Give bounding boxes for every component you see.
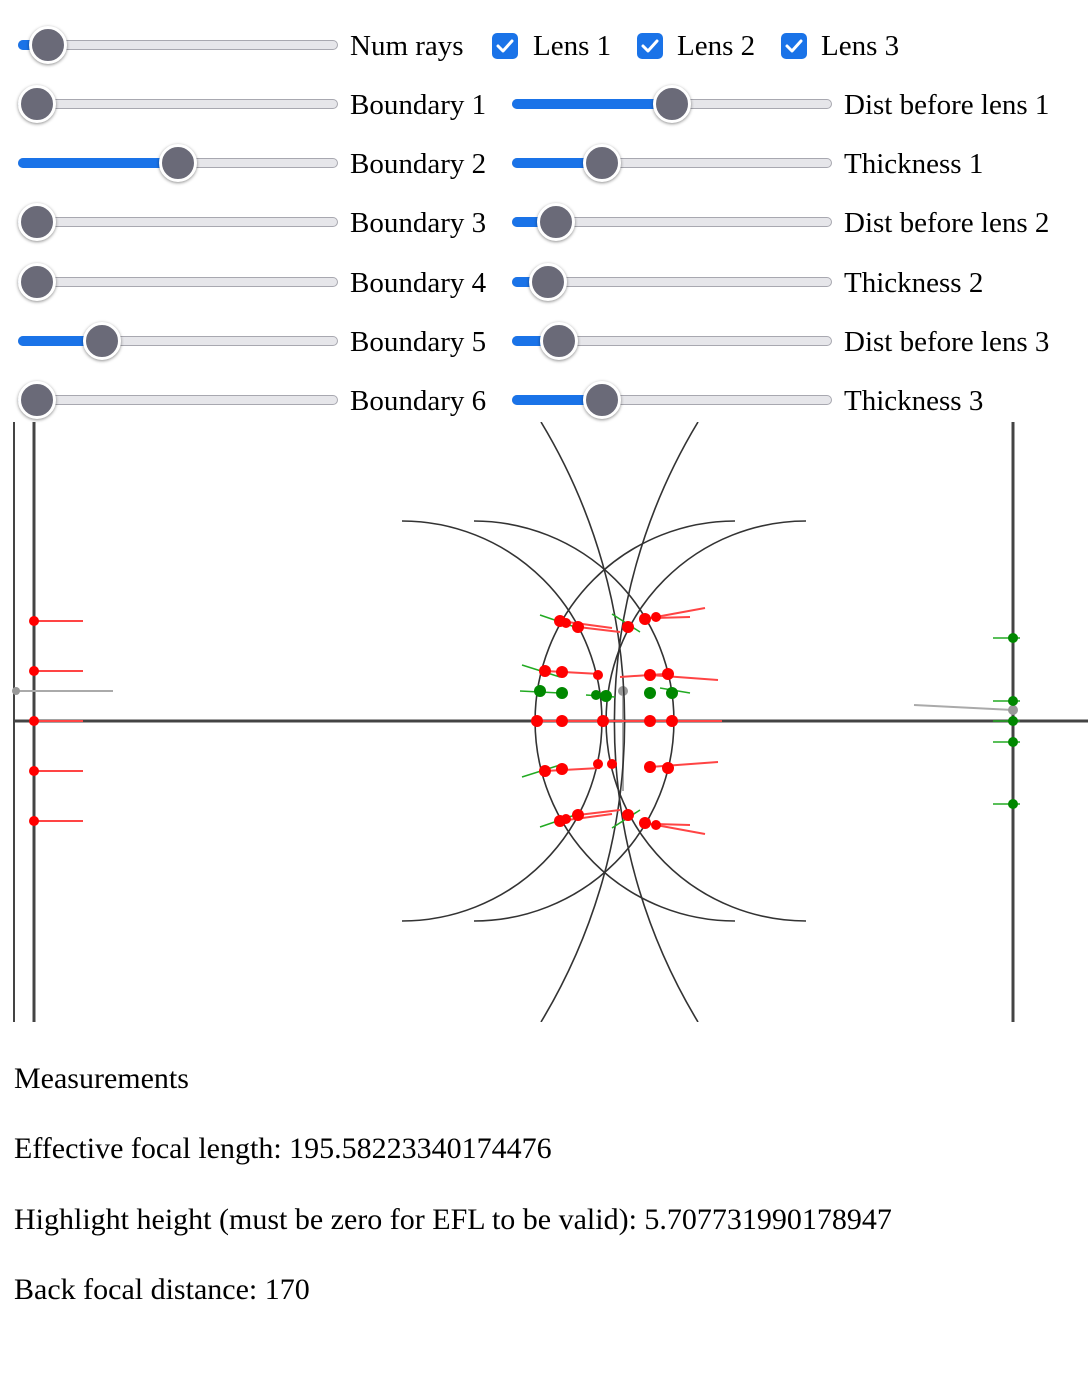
ray-point <box>572 809 584 821</box>
lens-param-4-label: Thickness 2 <box>844 267 984 299</box>
ray-point <box>29 666 39 676</box>
boundary-1-label: Boundary 1 <box>350 89 487 121</box>
ray-point <box>651 820 661 830</box>
ray-point <box>556 763 568 775</box>
controls-row-7 <box>0 381 1088 421</box>
slider-thumb[interactable] <box>18 381 56 419</box>
boundary-4-label: Boundary 4 <box>350 267 487 299</box>
lens-param-6-label: Thickness 3 <box>844 385 984 417</box>
lens-param-1-label: Dist before lens 1 <box>844 89 1050 121</box>
controls-row-2 <box>0 85 1088 125</box>
slider-thumb[interactable] <box>653 85 691 123</box>
slider-thumb[interactable] <box>83 322 121 360</box>
boundary-3-slider[interactable] <box>18 203 338 243</box>
check-icon <box>781 33 807 59</box>
lens-param-6-slider[interactable] <box>512 381 832 421</box>
ray-segment <box>578 627 620 632</box>
lens-param-3-label: Dist before lens 2 <box>844 207 1050 239</box>
controls-row-1 <box>0 26 1088 66</box>
lens-param-3-slider[interactable] <box>512 203 832 243</box>
lens-param-2-slider[interactable] <box>512 144 832 184</box>
normal-point <box>534 685 546 697</box>
ray-segment <box>650 675 718 680</box>
normal-point <box>591 690 601 700</box>
effective-focal-length: Effective focal length: 195.58223340174476 <box>14 1132 552 1165</box>
lens-3-checkbox[interactable] <box>781 33 807 59</box>
ray-segment <box>545 768 600 771</box>
ray-point <box>662 668 674 680</box>
controls-row-3 <box>0 144 1088 184</box>
num-rays-label: Num rays <box>350 30 464 62</box>
boundary-3-label: Boundary 3 <box>350 207 487 239</box>
measurements-heading: Measurements <box>14 1062 189 1095</box>
normal-point <box>1008 716 1018 726</box>
slider-thumb[interactable] <box>18 85 56 123</box>
normal-point <box>600 690 612 702</box>
slider-fill <box>512 99 672 109</box>
ray-point <box>666 715 678 727</box>
normal-point <box>666 687 678 699</box>
slider-track <box>18 277 338 287</box>
slider-track <box>18 217 338 227</box>
slider-thumb[interactable] <box>18 263 56 301</box>
ray-segment <box>650 762 718 767</box>
ray-point <box>539 765 551 777</box>
ray-point <box>639 817 651 829</box>
slider-track <box>18 99 338 109</box>
slider-thumb[interactable] <box>18 203 56 241</box>
ray-point <box>531 715 543 727</box>
ray-point <box>644 669 656 681</box>
guide-point <box>1008 705 1018 715</box>
check-icon <box>637 33 663 59</box>
ray-point <box>29 616 39 626</box>
ray-point <box>572 621 584 633</box>
lens-1-checkbox[interactable] <box>492 33 518 59</box>
ray-point <box>561 618 571 628</box>
lens-param-5-slider[interactable] <box>512 322 832 362</box>
slider-thumb[interactable] <box>583 381 621 419</box>
boundary-4-slider[interactable] <box>18 263 338 303</box>
controls-row-4 <box>0 203 1088 243</box>
ray-point <box>622 621 634 633</box>
slider-thumb[interactable] <box>29 26 67 64</box>
controls-row-5 <box>0 263 1088 303</box>
ray-point <box>539 665 551 677</box>
normal-point <box>556 687 568 699</box>
slider-fill <box>18 158 178 168</box>
boundary-6-label: Boundary 6 <box>350 385 487 417</box>
lens-param-4-slider[interactable] <box>512 263 832 303</box>
lens-param-5-label: Dist before lens 3 <box>844 326 1050 358</box>
boundary-2-slider[interactable] <box>18 144 338 184</box>
normal-point <box>1008 737 1018 747</box>
ray-point <box>561 814 571 824</box>
normal-point <box>1008 799 1018 809</box>
normal-point <box>1008 633 1018 643</box>
ray-point <box>29 766 39 776</box>
ray-diagram-canvas[interactable] <box>0 422 1088 1022</box>
controls-row-6 <box>0 322 1088 362</box>
lens-2-checkbox[interactable] <box>637 33 663 59</box>
ray-segment <box>578 810 620 815</box>
slider-thumb[interactable] <box>159 144 197 182</box>
guide-point <box>12 687 20 695</box>
ray-point <box>607 759 617 769</box>
ray-point <box>644 715 656 727</box>
ray-point <box>662 762 674 774</box>
ray-point <box>644 761 656 773</box>
boundary-2-label: Boundary 2 <box>350 148 487 180</box>
exit-guide-line <box>914 705 1013 710</box>
slider-thumb[interactable] <box>583 144 621 182</box>
boundary-1-slider[interactable] <box>18 85 338 125</box>
boundary-5-label: Boundary 5 <box>350 326 487 358</box>
slider-thumb[interactable] <box>540 322 578 360</box>
ray-point <box>556 666 568 678</box>
back-focal-distance: Back focal distance: 170 <box>14 1273 310 1306</box>
num-rays-slider[interactable] <box>18 26 338 66</box>
lens-3-label: Lens 3 <box>821 30 900 62</box>
normal-point <box>644 687 656 699</box>
ray-point <box>556 715 568 727</box>
ray-point <box>593 670 603 680</box>
lens-param-1-slider[interactable] <box>512 85 832 125</box>
check-icon <box>492 33 518 59</box>
lens-2-label: Lens 2 <box>677 30 756 62</box>
ray-point <box>29 816 39 826</box>
ray-point <box>593 759 603 769</box>
highlight-height: Highlight height (must be zero for EFL to be valid): 5.707731990178947 <box>14 1203 892 1236</box>
ray-point <box>597 715 609 727</box>
boundary-6-slider[interactable] <box>18 381 338 421</box>
lens-param-2-label: Thickness 1 <box>844 148 984 180</box>
normal-point <box>1008 696 1018 706</box>
slider-thumb[interactable] <box>537 203 575 241</box>
lens-1-label: Lens 1 <box>533 30 612 62</box>
ray-point <box>622 809 634 821</box>
slider-track <box>18 395 338 405</box>
boundary-5-slider[interactable] <box>18 322 338 362</box>
ray-segment <box>545 671 600 674</box>
ray-point <box>639 613 651 625</box>
ray-point <box>651 612 661 622</box>
slider-thumb[interactable] <box>529 263 567 301</box>
ray-point <box>29 716 39 726</box>
